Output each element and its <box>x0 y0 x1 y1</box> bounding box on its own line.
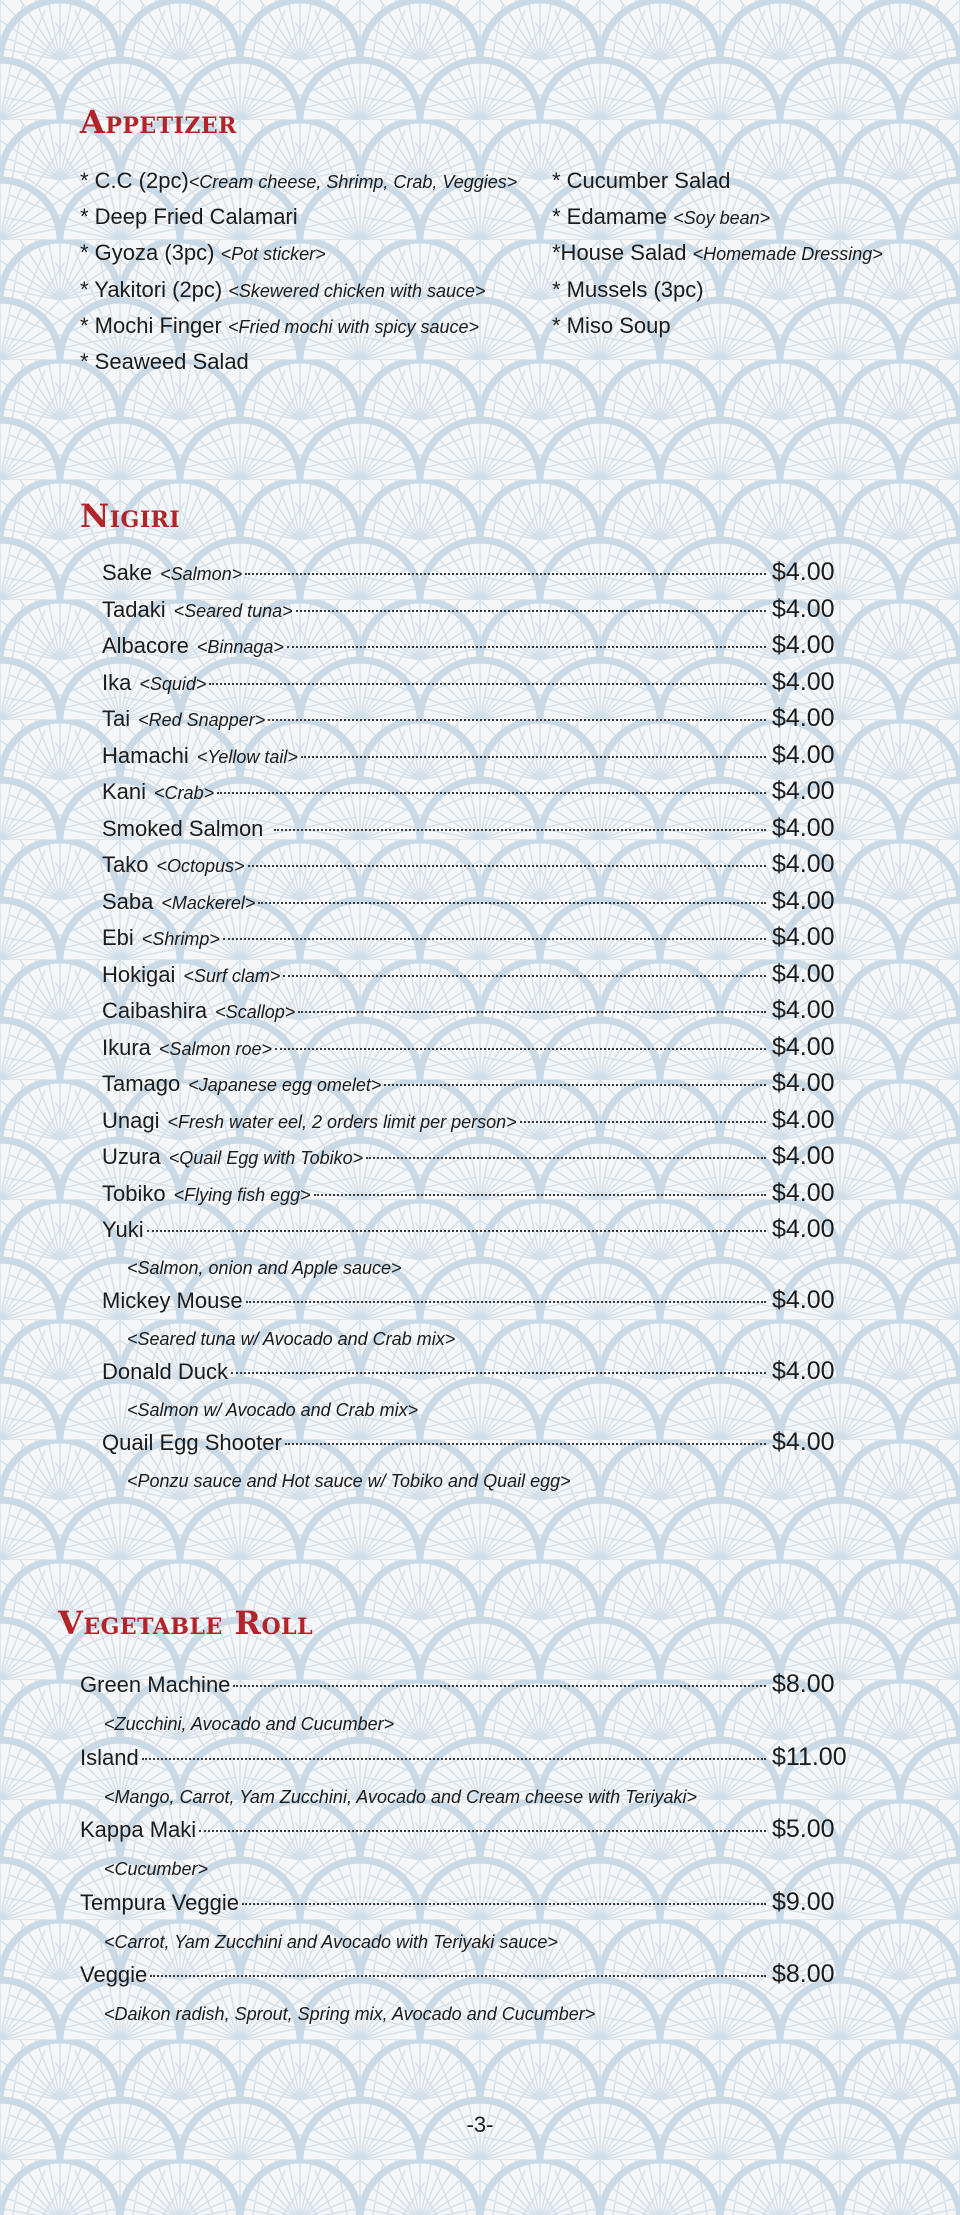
item-name: Ikura <box>102 1034 151 1060</box>
item-note: <Japanese egg omelet> <box>188 1075 382 1095</box>
item-name: Ika <box>102 669 132 695</box>
item-note: <Pot sticker> <box>220 244 326 265</box>
dot-leader <box>217 792 766 794</box>
appetizer-title: Appetizer <box>80 103 237 141</box>
menu-item-row <box>102 814 860 851</box>
menu-item-row <box>102 850 860 887</box>
item-price: $4.00 <box>772 777 835 805</box>
item-name: Tadaki <box>102 596 166 622</box>
menu-item-row <box>80 1888 860 1924</box>
item-price: $8.00 <box>772 1960 835 1988</box>
menu-item-row <box>102 741 860 778</box>
item-name: * Edamame <box>552 204 674 230</box>
item-price: $4.00 <box>772 959 835 988</box>
menu-item-row <box>80 1960 860 1996</box>
dot-leader <box>223 938 766 940</box>
item-name: * Mussels (3pc) <box>552 276 704 302</box>
list-item <box>80 308 517 344</box>
menu-item-row <box>102 631 860 668</box>
item-description: <Daikon radish, Sprout, Spring mix, Avocado and Cucumber> <box>104 2004 596 2024</box>
item-note: <Surf clam> <box>183 965 281 986</box>
dot-leader <box>150 1975 766 1977</box>
list-item <box>80 272 517 308</box>
item-price: $4.00 <box>772 813 835 842</box>
item-description: <Ponzu sauce and Hot sauce w/ Tobiko and Quail egg> <box>127 1471 571 1491</box>
item-price: $4.00 <box>772 1032 835 1061</box>
dot-leader <box>147 1230 766 1232</box>
item-name: * Mochi Finger <box>80 312 228 338</box>
item-description: <Zucchini, Avocado and Cucumber> <box>104 1714 395 1734</box>
item-name: Tamago <box>102 1071 181 1096</box>
item-name: Tobiko <box>102 1180 166 1206</box>
item-price: $4.00 <box>772 1069 835 1097</box>
item-name: Tai <box>102 706 131 731</box>
dot-leader <box>275 1048 766 1050</box>
item-note: <Fresh water eel, 2 orders limit per person> <box>167 1111 517 1132</box>
item-name: * Cucumber Salad <box>552 168 731 193</box>
item-name: Hokigai <box>102 961 176 987</box>
item-note: <Salmon> <box>160 564 243 584</box>
vegetable-roll-list <box>80 1670 860 2033</box>
list-item <box>552 272 883 308</box>
item-price: $4.00 <box>772 996 835 1024</box>
item-name: Sake <box>102 560 153 585</box>
dot-leader <box>285 1443 766 1445</box>
item-name: Caibashira <box>102 998 208 1023</box>
item-name: Quail Egg Shooter <box>102 1430 282 1455</box>
dot-leader <box>142 1758 766 1760</box>
item-description: <Salmon, onion and Apple sauce> <box>127 1258 402 1278</box>
item-price: $4.00 <box>772 1215 835 1243</box>
item-note: <Fried mochi with spicy sauce> <box>227 316 480 337</box>
list-item <box>80 163 517 199</box>
dot-leader <box>298 1011 766 1013</box>
item-price: $4.00 <box>772 594 835 623</box>
menu-item-row <box>102 996 860 1033</box>
dot-leader <box>231 1372 766 1374</box>
item-note: <Squid> <box>139 673 207 694</box>
vegetable-roll-title: Vegetable Roll <box>58 1604 314 1642</box>
menu-item-row <box>102 1106 860 1143</box>
item-note: <Scallop> <box>215 1002 296 1022</box>
item-price: $4.00 <box>772 1286 835 1314</box>
item-name: Ebi <box>102 925 134 950</box>
item-note: <Homemade Dressing> <box>692 244 883 265</box>
item-name: Island <box>80 1744 139 1770</box>
item-note: <Binnaga> <box>196 637 284 657</box>
menu-item-row <box>80 1743 860 1779</box>
item-name: * Seaweed Salad <box>80 348 249 374</box>
menu-item-row <box>102 1179 860 1216</box>
dot-leader <box>296 610 766 612</box>
dot-leader <box>245 573 766 575</box>
item-price: $4.00 <box>772 923 835 951</box>
dot-leader <box>314 1194 766 1196</box>
item-description: <Cucumber> <box>104 1859 209 1879</box>
list-item <box>80 344 517 380</box>
list-item <box>80 199 517 235</box>
item-note: <Flying fish egg> <box>173 1184 311 1205</box>
dot-leader <box>248 865 766 867</box>
menu-item-row <box>102 1286 860 1322</box>
menu-item-row <box>102 1033 860 1070</box>
item-note: <Shrimp> <box>141 929 220 949</box>
item-name: Uzura <box>102 1144 161 1169</box>
item-note: <Salmon roe> <box>158 1038 272 1059</box>
item-name: Green Machine <box>80 1672 231 1697</box>
item-price: $4.00 <box>772 704 835 732</box>
item-price: $8.00 <box>772 1670 835 1698</box>
menu-item-row <box>102 1215 860 1251</box>
dot-leader <box>199 1830 766 1832</box>
item-note: <Crab> <box>154 783 215 803</box>
dot-leader <box>233 1685 766 1687</box>
menu-item-row <box>102 1069 860 1106</box>
item-name: Smoked Salmon <box>102 815 264 841</box>
item-price: $4.00 <box>772 850 835 878</box>
item-name: Veggie <box>80 1962 148 1987</box>
item-note: <Quail Egg with Tobiko> <box>168 1148 364 1168</box>
list-item <box>552 163 883 199</box>
item-price: $5.00 <box>772 1815 835 1843</box>
item-description: <Carrot, Yam Zucchini and Avocado with Teriyaki sauce> <box>104 1931 558 1952</box>
item-name: Tempura Veggie <box>80 1889 239 1915</box>
menu-item-row <box>102 887 860 924</box>
menu-item-row <box>102 668 860 705</box>
item-note: <Skewered chicken with sauce> <box>228 280 486 301</box>
item-note: <Red Snapper> <box>138 710 266 730</box>
item-price: $4.00 <box>772 1178 835 1207</box>
dot-leader <box>274 829 766 831</box>
dot-leader <box>283 975 766 977</box>
nigiri-title: Nigiri <box>80 497 181 535</box>
item-description: <Seared tuna w/ Avocado and Crab mix> <box>127 1329 456 1349</box>
item-note: <Mackerel> <box>161 892 256 913</box>
list-item <box>80 235 517 271</box>
list-item <box>552 199 883 235</box>
item-price: $4.00 <box>772 1142 835 1170</box>
item-price: $4.00 <box>772 558 835 586</box>
item-name: Unagi <box>102 1107 160 1133</box>
dot-leader <box>520 1121 766 1123</box>
menu-item-row <box>102 923 860 960</box>
menu-item-row <box>102 1428 860 1464</box>
item-name: * C.C (2pc) <box>80 168 189 193</box>
item-price: $4.00 <box>772 667 835 696</box>
appetizer-right-column <box>552 163 883 344</box>
item-name: Tako <box>102 852 149 877</box>
menu-item-row <box>102 777 860 814</box>
dot-leader <box>384 1084 766 1086</box>
menu-item-row <box>102 704 860 741</box>
dot-leader <box>242 1903 766 1905</box>
menu-item-row <box>102 558 860 595</box>
item-note: <Cream cheese, Shrimp, Crab, Veggies> <box>188 172 518 192</box>
item-name: Donald Duck <box>102 1359 228 1384</box>
list-item <box>552 308 883 344</box>
dot-leader <box>366 1157 766 1159</box>
item-name: *House Salad <box>552 240 693 266</box>
appetizer-left-column <box>80 163 517 380</box>
item-note: <Seared tuna> <box>173 600 293 621</box>
item-name: Albacore <box>102 633 189 658</box>
item-name: * Deep Fried Calamari <box>80 204 298 230</box>
menu-item-row <box>102 595 860 632</box>
list-item <box>552 235 883 271</box>
dot-leader <box>301 756 766 758</box>
menu-item-row <box>80 1670 860 1706</box>
item-description: <Salmon w/ Avocado and Crab mix> <box>127 1400 419 1420</box>
item-name: * Miso Soup <box>552 312 671 338</box>
item-note: <Soy bean> <box>673 208 771 229</box>
item-price: $11.00 <box>772 1742 847 1771</box>
item-name: Hamachi <box>102 742 189 768</box>
item-name: Kani <box>102 779 147 804</box>
item-name: Yuki <box>102 1217 144 1242</box>
item-name: Mickey Mouse <box>102 1288 243 1313</box>
dot-leader <box>209 683 766 685</box>
item-price: $4.00 <box>772 1105 835 1134</box>
item-note: <Yellow tail> <box>196 746 298 767</box>
item-name: Saba <box>102 888 154 914</box>
item-price: $4.00 <box>772 886 835 915</box>
dot-leader <box>246 1301 766 1303</box>
item-price: $4.00 <box>772 1428 835 1456</box>
item-description: <Mango, Carrot, Yam Zucchini, Avocado and Cream cheese with Teriyaki> <box>104 1786 697 1807</box>
item-name: Kappa Maki <box>80 1817 197 1842</box>
nigiri-list <box>102 558 860 1499</box>
item-name: * Gyoza (3pc) <box>80 240 221 266</box>
page-number: -3- <box>466 2112 494 2137</box>
item-price: $4.00 <box>772 631 835 659</box>
menu-item-row <box>80 1815 860 1851</box>
item-price: $9.00 <box>772 1887 835 1916</box>
dot-leader <box>287 646 766 648</box>
item-name: * Yakitori (2pc) <box>80 276 229 302</box>
menu-item-row <box>102 1357 860 1393</box>
item-price: $4.00 <box>772 1357 835 1385</box>
item-price: $4.00 <box>772 740 835 769</box>
item-note: <Octopus> <box>156 856 245 876</box>
dot-leader <box>258 902 766 904</box>
menu-item-row <box>102 1142 860 1179</box>
dot-leader <box>268 719 766 721</box>
menu-item-row <box>102 960 860 997</box>
